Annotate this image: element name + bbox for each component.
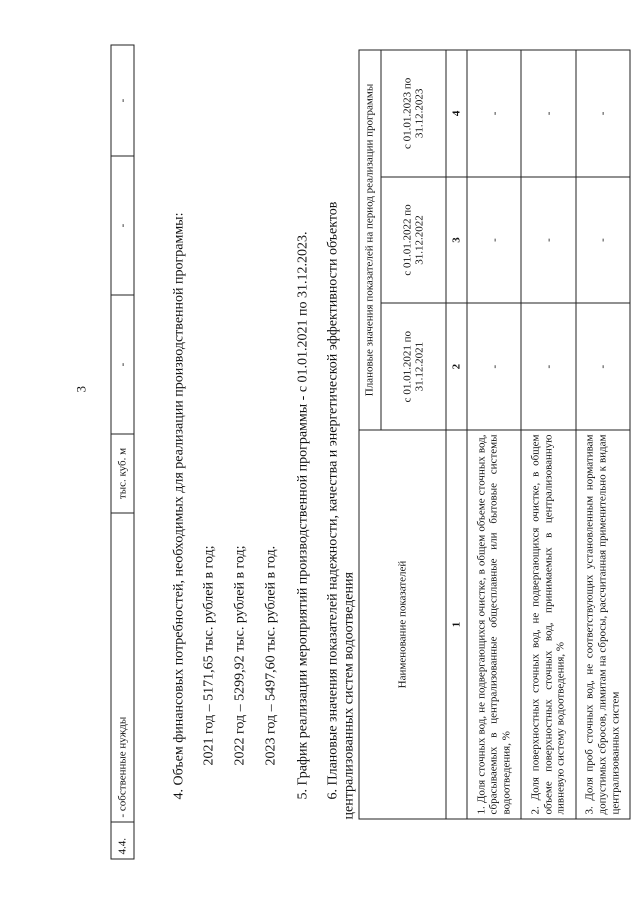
indicator-value: - — [467, 303, 521, 430]
table-row — [467, 50, 521, 819]
indicators-table — [358, 50, 630, 820]
indicator-value: - — [575, 177, 629, 304]
indicator-name: 2. Доля поверхностных сточных вод, не подвергающихся очистке, в общем объеме поверхностных сточных вод, принимаемых в централизованную ливневую систему водоотведения, % — [521, 430, 575, 819]
row-value: - — [111, 295, 134, 434]
page-number: 3 — [73, 386, 88, 393]
header-row — [359, 50, 381, 819]
table-row — [111, 45, 134, 859]
finance-line: 2021 год – 5171,65 тыс. рублей в год; — [201, 545, 216, 766]
row-number: 4.4. — [111, 822, 134, 859]
indicator-value: - — [521, 50, 575, 177]
section-6-heading: 6. Плановые значения показателей надежности, качества и энергетической эффективности объектов — [325, 201, 340, 800]
row-4-4-table — [110, 45, 134, 860]
col-header-period-1: с 01.01.2021 по 31.12.2021 — [380, 303, 445, 430]
indicator-name: 1. Доля сточных вод, не подвергающихся очистке, в общем объеме сточных вод, сбрасываемых в централизованные общесплавные или бытовые системы водоотведения, % — [467, 430, 521, 819]
col-header-period: Плановые значения показателей на период реализации программы — [359, 50, 381, 430]
rotated-content — [45, 45, 621, 860]
indicator-value: - — [521, 177, 575, 304]
table-row — [575, 50, 629, 819]
indicator-name: 3. Доля проб сточных вод, не соответствующих установленным нормативам допустимых сбросов, лимитам на сбросы, рассчитанная применительно к видам централизованных систем — [575, 430, 629, 819]
finance-line: 2022 год – 5299,92 тыс. рублей в год; — [232, 545, 247, 766]
col-number: 2 — [445, 303, 467, 430]
indicator-value: - — [467, 50, 521, 177]
indicator-value: - — [575, 50, 629, 177]
indicator-value: - — [467, 177, 521, 304]
table-row — [521, 50, 575, 819]
row-value: - — [111, 45, 134, 156]
finance-line: 2023 год – 5497,60 тыс. рублей в год. — [263, 545, 278, 766]
section-6-heading-cont: централизованных систем водоотведения — [341, 572, 356, 820]
col-header-name: Наименование показателей — [359, 430, 446, 819]
col-number: 4 — [445, 50, 467, 177]
section-4-heading: 4. Объем финансовых потребностей, необходимых для реализации производственной программы: — [171, 212, 186, 800]
indicator-value: - — [521, 303, 575, 430]
col-header-period-3: с 01.01.2023 по 31.12.2023 — [380, 50, 445, 177]
column-number-row — [445, 50, 467, 819]
section-5-heading: 5. График реализации мероприятий производственной программы - с 01.01.2021 по 31.12.2023. — [295, 231, 310, 800]
col-number: 3 — [445, 177, 467, 304]
row-value: - — [111, 156, 134, 295]
row-name: - собственные нужды — [111, 513, 134, 822]
indicator-value: - — [575, 303, 629, 430]
col-number: 1 — [445, 430, 467, 819]
row-unit: тыс. куб. м — [111, 434, 134, 513]
col-header-period-2: с 01.01.2022 по 31.12.2022 — [380, 177, 445, 304]
